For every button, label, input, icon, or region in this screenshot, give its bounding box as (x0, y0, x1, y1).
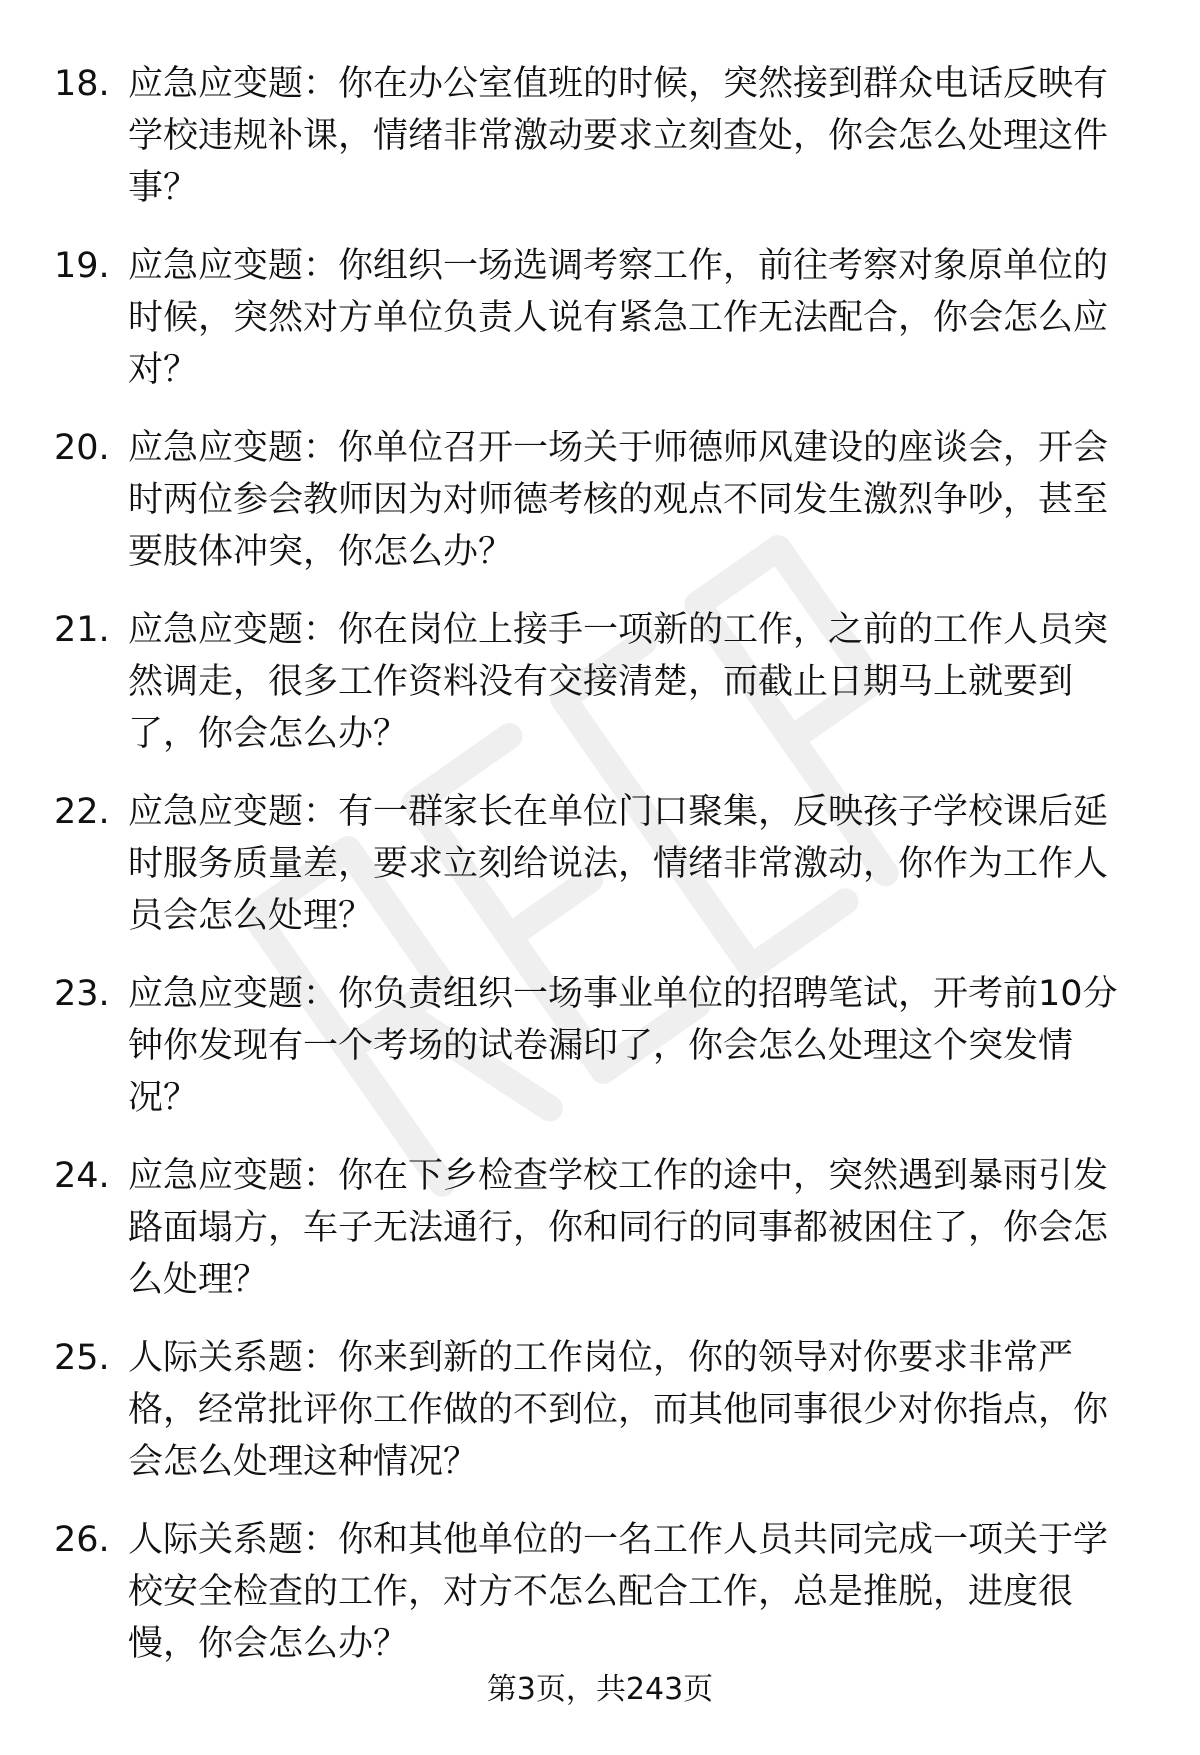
question-text-line: 了，你会怎么办？ (128, 714, 409, 754)
question-item (0, 422, 1200, 604)
question-text-line: 应急应变题：你在下乡检查学校工作的途中，突然遇到暴雨引发 (128, 1156, 1109, 1196)
question-item (0, 968, 1200, 1150)
question-number: 19. (54, 246, 110, 286)
question-text-line: 格，经常批评你工作做的不到位，而其他同事很少对你指点，你 (128, 1390, 1109, 1430)
question-number: 25. (54, 1338, 110, 1378)
question-number: 22. (54, 792, 110, 832)
question-text-line: 事？ (128, 168, 199, 208)
page-number-label: 第3页，共243页 (486, 1672, 714, 1707)
question-text-line: 对？ (128, 350, 199, 390)
question-item (0, 1514, 1200, 1696)
question-item (0, 604, 1200, 786)
question-text-line: 学校违规补课，情绪非常激动要求立刻查处，你会怎么处理这件 (128, 116, 1109, 156)
question-text-line: 应急应变题：你在办公室值班的时候，突然接到群众电话反映有 (128, 64, 1109, 104)
question-number: 21. (54, 610, 110, 650)
question-text-line: 要肢体冲突，你怎么办？ (128, 532, 514, 572)
question-text-line: 应急应变题：你在岗位上接手一项新的工作，之前的工作人员突 (128, 610, 1109, 650)
question-text-line: 应急应变题：你组织一场选调考察工作，前往考察对象原单位的 (128, 246, 1109, 286)
question-number: 26. (54, 1520, 110, 1560)
question-text-line: 钟你发现有一个考场的试卷漏印了，你会怎么处理这个突发情 (128, 1026, 1074, 1066)
question-text-line: 时两位参会教师因为对师德考核的观点不同发生激烈争吵，甚至 (128, 480, 1109, 520)
question-number: 20. (54, 428, 110, 468)
question-item (0, 1150, 1200, 1332)
question-item (0, 1332, 1200, 1514)
question-text-line: 人际关系题：你和其他单位的一名工作人员共同完成一项关于学 (128, 1520, 1109, 1560)
question-text-line: 员会怎么处理？ (128, 896, 374, 936)
question-text-line: 校安全检查的工作，对方不怎么配合工作，总是推脱，进度很 (128, 1572, 1074, 1612)
question-text-line: 应急应变题：你单位召开一场关于师德师风建设的座谈会，开会 (128, 428, 1109, 468)
question-text-line: 应急应变题：有一群家长在单位门口聚集，反映孩子学校课后延 (128, 792, 1109, 832)
question-text-line: 然调走，很多工作资料没有交接清楚，而截止日期马上就要到 (128, 662, 1074, 702)
question-text-line: 应急应变题：你负责组织一场事业单位的招聘笔试，开考前10分 (128, 974, 1118, 1014)
question-text-line: 么处理？ (128, 1260, 269, 1300)
question-text-line: 时候，突然对方单位负责人说有紧急工作无法配合，你会怎么应 (128, 298, 1109, 338)
question-text-line: 人际关系题：你来到新的工作岗位，你的领导对你要求非常严 (128, 1338, 1074, 1378)
question-item (0, 786, 1200, 968)
question-text-line: 时服务质量差，要求立刻给说法，情绪非常激动，你作为工作人 (128, 844, 1109, 884)
page-footer (0, 1670, 1200, 1710)
question-text-line: 况？ (128, 1078, 199, 1118)
question-number: 18. (54, 64, 110, 104)
question-item (0, 240, 1200, 422)
question-item (0, 58, 1200, 240)
question-text-line: 会怎么处理这种情况？ (128, 1442, 479, 1482)
question-text-line: 路面塌方，车子无法通行，你和同行的同事都被困住了，你会怎 (128, 1208, 1109, 1248)
question-number: 24. (54, 1156, 110, 1196)
question-list (0, 58, 1200, 1696)
question-text-line: 慢，你会怎么办？ (128, 1624, 409, 1664)
question-number: 23. (54, 974, 110, 1014)
